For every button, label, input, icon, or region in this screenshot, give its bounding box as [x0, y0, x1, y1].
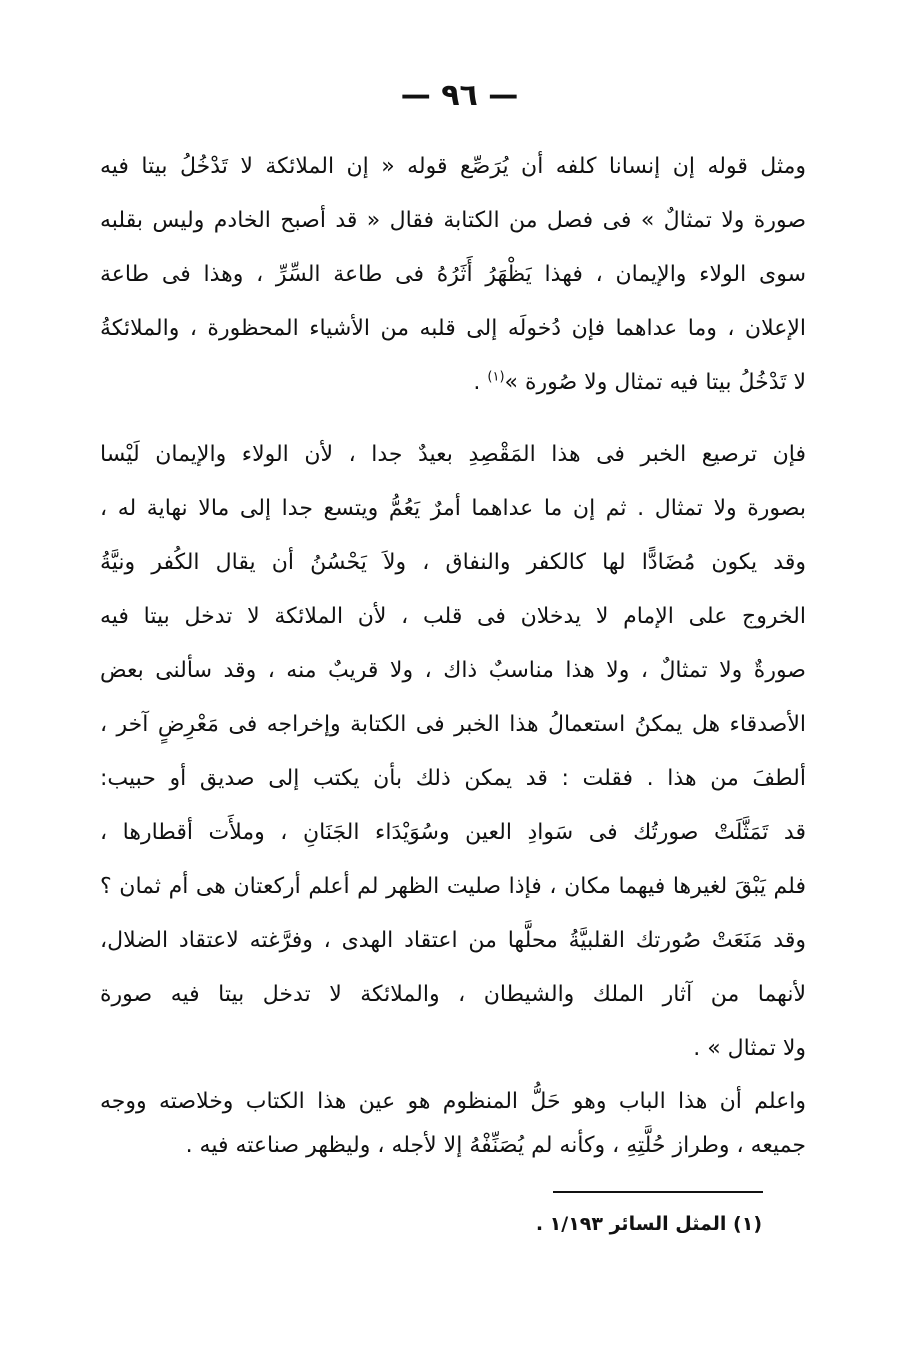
text-line: وقد مَنَعَتْ صُورتك القلبيَّةُ محلَّها من اعتقاد الهدى ، وفرَّغته لاعتقاد الضلال، — [100, 928, 806, 953]
text-line: جميعه ، وطراز حُلَّتِهِ ، وكأنه لم يُصَنِّفْهُ إلا لأجله ، وليظهر صناعته فيه . — [185, 1133, 806, 1158]
text-line: ومثل قوله إن إنسانا كلفه أن يُرَصِّع قوله « إن الملائكة لا تَدْخُلُ بيتا فيه — [100, 154, 806, 179]
text-line: سوى الولاء والإيمان ، فهذا يَظْهَرُ أَثَرُهُ فى طاعة السِّرِّ ، وهذا فى طاعة — [100, 262, 806, 287]
text-line: ولا تمثال » . — [693, 1036, 806, 1061]
text-line: لأنهما من آثار الملك والشيطان ، والملائكة لا تدخل بيتا فيه صورة — [100, 982, 806, 1007]
text-line: قد تَمَثَّلَتْ صورتُك فى سَوادِ العين وسُوَيْدَاء الجَنَانِ ، وملأَت أقطارها ، — [100, 820, 806, 845]
text-line: صورة ولا تمثالٌ » فى فصل من الكتابة فقال « قد أصبح الخادم وليس بقلبه — [100, 208, 806, 233]
footnote-marker: (١) — [487, 369, 505, 385]
text-line: فإن ترصيع الخبر فى هذا المَقْصِدِ بعيدٌ جدا ، لأن الولاء والإيمان لَيْسا — [100, 442, 806, 467]
text-line: صورةٌ ولا تمثالٌ ، ولا هذا مناسبٌ ذاك ، ولا قريبٌ منه ، وقد سألنى بعض — [100, 658, 806, 683]
text-line: وقد يكون مُضَادًّا لها كالكفر والنفاق ، ولاَ يَحْسُنُ أن يقال الكُفر ونيَّةُ — [100, 550, 806, 575]
paragraph-2 — [100, 428, 806, 1076]
text-line: واعلم أن هذا الباب وهو حَلُّ المنظوم هو عين هذا الكتاب وخلاصته ووجه — [100, 1089, 806, 1114]
text-line: فلم يَبْقَ لغيرها فيهما مكان ، فإذا صليت الظهر لم أعلم أركعتان هى أم ثمان ؟ — [100, 874, 806, 899]
text-line-with-footnote — [100, 356, 806, 410]
text-line: الأصدقاء هل يمكنُ استعمالُ هذا الخبر فى الكتابة وإخراجه فى مَعْرِضٍ آخر ، — [100, 712, 806, 737]
paragraph-3 — [100, 1080, 806, 1168]
text-line: بصورة ولا تمثال . ثم إن ما عداهما أمرٌ يَعُمُّ ويتسع جدا إلى مالا نهاية له ، — [100, 496, 806, 521]
footnote: (١) المثل السائر ١/١٩٣ . — [535, 1213, 762, 1235]
text-line: لا تَدْخُلُ بيتا فيه تمثال ولا صُورة » — [504, 370, 806, 395]
text-line: ألطفَ من هذا . فقلت : قد يمكن ذلك بأن يكتب إلى صديق أو حبيب: — [100, 766, 806, 791]
page-number: — ٩٦ — — [400, 78, 519, 113]
paragraph-1 — [100, 140, 806, 410]
text-line: الإعلان ، وما عداهما فإن دُخولَه إلى قلبه من الأشياء المحظورة ، والملائكةُ — [100, 316, 806, 341]
text-line: الخروج على الإمام لا يدخلان فى قلب ، لأن الملائكة لا تدخل بيتا فيه — [100, 604, 806, 629]
footnote-divider — [553, 1191, 763, 1193]
line-tail: . — [473, 370, 488, 395]
